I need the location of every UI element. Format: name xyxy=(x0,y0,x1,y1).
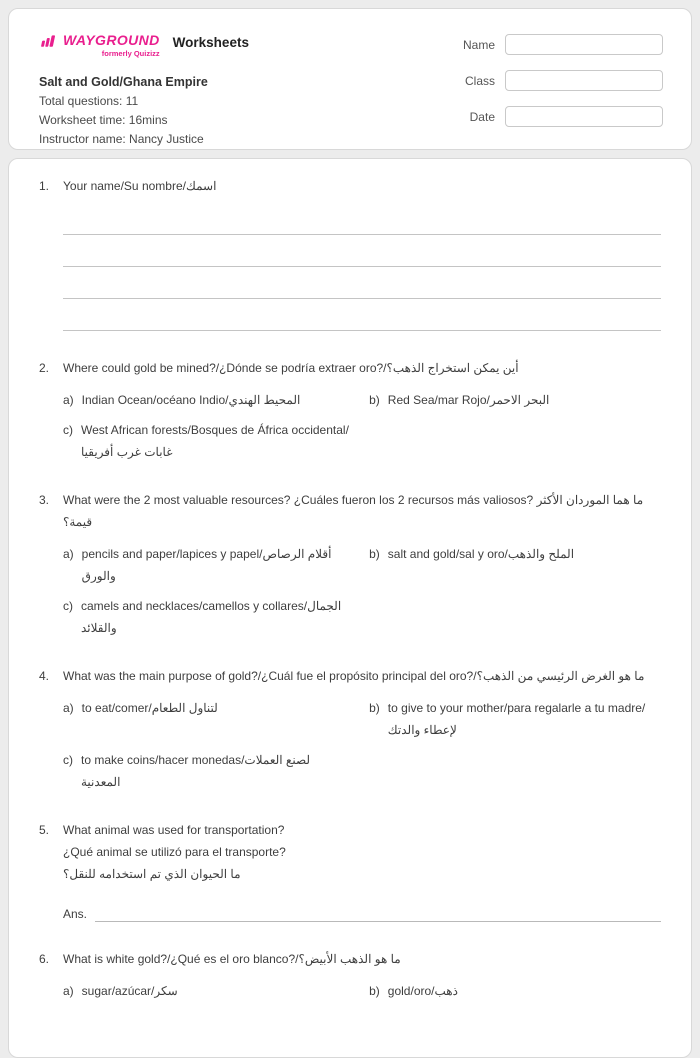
logo-row xyxy=(39,33,249,58)
option-key: b) xyxy=(369,984,380,998)
question-number: 5. xyxy=(39,823,50,837)
option-b xyxy=(369,389,661,411)
option-key: a) xyxy=(63,984,74,998)
option-key: b) xyxy=(369,701,380,715)
option-key: c) xyxy=(63,599,73,613)
question-text: Where could gold be mined?/¿Dónde se podría extraer oro?/أين يمكن استخراج الذهب؟ xyxy=(63,361,519,375)
option-key: a) xyxy=(63,547,74,561)
answer-line xyxy=(63,203,661,235)
worksheet-time: Worksheet time: 16mins xyxy=(39,113,168,127)
option-key: a) xyxy=(63,701,74,715)
questions-card xyxy=(8,158,692,1058)
name-field-row xyxy=(455,34,663,55)
name-input[interactable] xyxy=(505,34,663,55)
answer-underline xyxy=(95,907,661,922)
option-text: gold/oro/ذهب xyxy=(387,984,458,998)
option-b xyxy=(369,980,661,1002)
question-6 xyxy=(39,948,661,1002)
question-number: 2. xyxy=(39,361,50,375)
option-c xyxy=(63,749,349,793)
question-text: What was the main purpose of gold?/¿Cuál fue el propósito principal del oro?/ما هو الغرض الرئيسي من الذهب؟ xyxy=(63,669,645,683)
option-key: b) xyxy=(369,393,380,407)
option-text: salt and gold/sal y oro/الملح والذهب xyxy=(387,547,575,561)
option-text: Indian Ocean/océano Indio/المحيط الهندي xyxy=(81,393,301,407)
question-text: What were the 2 most valuable resources? ¿Cuáles fueron los 2 recursos más valiosos? ما هما الموردان الأكثر قيمة؟ xyxy=(63,493,644,529)
answer-row xyxy=(63,907,661,922)
option-text: pencils and paper/lapices y papel/أقلام الرصاص والورق xyxy=(81,547,332,583)
date-input[interactable] xyxy=(505,106,663,127)
question-4 xyxy=(39,665,661,793)
answer-line xyxy=(63,235,661,267)
instructor-name: Instructor name: Nancy Justice xyxy=(39,132,204,146)
question-1 xyxy=(39,175,661,331)
question-5 xyxy=(39,819,661,922)
question-text-line: ما الحيوان الذي تم استخدامه للنقل؟ xyxy=(63,867,241,881)
options xyxy=(63,980,661,1002)
option-a xyxy=(63,543,349,587)
question-number: 4. xyxy=(39,669,50,683)
answer-label: Ans. xyxy=(63,907,88,921)
student-fields xyxy=(455,33,663,131)
date-label: Date xyxy=(469,109,495,124)
option-c xyxy=(63,595,349,639)
class-field-row xyxy=(455,70,663,91)
option-c xyxy=(63,419,349,463)
class-input[interactable] xyxy=(505,70,663,91)
option-a xyxy=(63,697,349,719)
worksheet-header xyxy=(8,8,692,150)
question-text-line: ¿Qué animal se utilizó para el transporte? xyxy=(63,845,286,859)
date-field-row xyxy=(455,106,663,127)
option-text: sugar/azúcar/سكر xyxy=(81,984,178,998)
question-text-line: What animal was used for transportation? xyxy=(63,823,285,837)
option-key: c) xyxy=(63,423,73,437)
options xyxy=(63,543,661,639)
question-2 xyxy=(39,357,661,463)
answer-line xyxy=(63,267,661,299)
question-number: 1. xyxy=(39,179,50,193)
option-text: to give to your mother/para regalarle a tu madre/ لإعطاء والدتك xyxy=(387,701,646,737)
worksheet-title: Salt and Gold/Ghana Empire xyxy=(39,75,208,89)
total-questions: Total questions: 11 xyxy=(39,94,139,108)
options xyxy=(63,697,661,793)
header-left xyxy=(39,32,249,146)
option-key: a) xyxy=(63,393,74,407)
wayground-logo-text xyxy=(63,33,160,58)
question-text: What is white gold?/¿Qué es el oro blanco?/ما هو الذهب الأبيض؟ xyxy=(63,952,401,966)
option-text: camels and necklaces/camellos y collares/الجمال والقلائد xyxy=(81,599,342,635)
wayground-logo xyxy=(39,33,160,58)
question-number: 3. xyxy=(39,493,50,507)
option-key: b) xyxy=(369,547,380,561)
logo-wordmark: WAYGROUND xyxy=(63,32,160,48)
name-label: Name xyxy=(462,37,495,52)
option-text: West African forests/Bosques de África occidental/ غابات غرب أفريقيا xyxy=(81,423,349,459)
option-text: to make coins/hacer monedas/لصنع العملات المعدنية xyxy=(81,753,310,789)
option-key: c) xyxy=(63,753,73,767)
question-3 xyxy=(39,489,661,639)
wayground-logo-icon xyxy=(39,33,60,56)
class-label: Class xyxy=(464,73,495,88)
option-text: to eat/comer/لتناول الطعام xyxy=(81,701,218,715)
option-a xyxy=(63,980,349,1002)
answer-lines xyxy=(63,203,661,331)
question-number: 6. xyxy=(39,952,50,966)
option-a xyxy=(63,389,349,411)
answer-line xyxy=(63,299,661,331)
logo-subtitle: formerly Quizizz xyxy=(101,49,160,58)
question-text: Your name/Su nombre/اسمك xyxy=(63,179,217,193)
worksheets-product-label: Worksheets xyxy=(172,35,249,50)
option-b xyxy=(369,543,661,565)
options xyxy=(63,389,661,463)
option-text: Red Sea/mar Rojo/البحر الاحمر xyxy=(387,393,550,407)
option-b xyxy=(369,697,661,741)
